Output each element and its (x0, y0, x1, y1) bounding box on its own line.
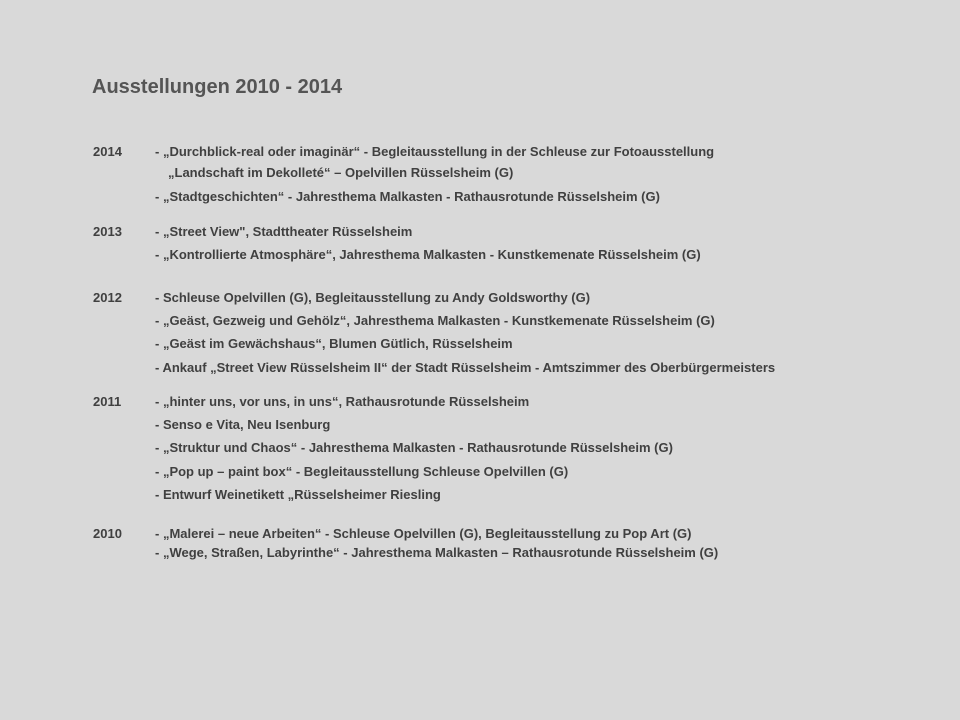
exhibition-entry: - „Struktur und Chaos“ - Jahresthema Malkasten - Rathausrotunde Rüsselsheim (G) (155, 440, 673, 455)
exhibition-entry: - „Street View", Stadttheater Rüsselsheim (155, 224, 413, 239)
exhibition-entry: - „Geäst im Gewächshaus“, Blumen Gütlich, Rüsselsheim (155, 336, 513, 351)
exhibition-entry: - „Stadtgeschichten“ - Jahresthema Malkasten - Rathausrotunde Rüsselsheim (G) (155, 189, 660, 204)
year-label: 2011 (93, 394, 122, 409)
year-label: 2013 (93, 224, 122, 239)
exhibition-entry: - „Wege, Straßen, Labyrinthe“ - Jahresthema Malkasten – Rathausrotunde Rüsselsheim (G) (155, 545, 719, 560)
exhibition-entry: - „Kontrollierte Atmosphäre“, Jahresthema Malkasten - Kunstkemenate Rüsselsheim (G) (155, 247, 701, 262)
year-label: 2012 (93, 290, 122, 305)
exhibition-entry-continuation: „Landschaft im Dekolleté“ – Opelvillen Rüsselsheim (G) (168, 165, 514, 180)
exhibition-entry: - „Durchblick-real oder imaginär“ - Begleitausstellung in der Schleuse zur Fotoausstellung (155, 144, 715, 159)
exhibition-entry: - „Malerei – neue Arbeiten“ - Schleuse Opelvillen (G), Begleitausstellung zu Pop Art (G) (155, 526, 692, 541)
exhibition-entry: - „Pop up – paint box“ - Begleitausstellung Schleuse Opelvillen (G) (155, 464, 569, 479)
exhibition-entry: - „Geäst, Gezweig und Gehölz“, Jahresthema Malkasten - Kunstkemenate Rüsselsheim (G) (155, 313, 715, 328)
exhibition-entry: - Entwurf Weinetikett „Rüsselsheimer Riesling (155, 487, 441, 502)
exhibition-entry: - „hinter uns, vor uns, in uns“, Rathausrotunde Rüsselsheim (155, 394, 530, 409)
year-label: 2010 (93, 526, 122, 541)
page-title: Ausstellungen 2010 - 2014 (92, 76, 343, 98)
exhibition-entry: - Senso e Vita, Neu Isenburg (155, 417, 331, 432)
exhibition-entry: - Schleuse Opelvillen (G), Begleitausstellung zu Andy Goldsworthy (G) (155, 290, 591, 305)
exhibition-entry: - Ankauf „Street View Rüsselsheim II“ der Stadt Rüsselsheim - Amtszimmer des Oberbürgermeisters (155, 360, 776, 375)
year-label: 2014 (93, 144, 122, 159)
